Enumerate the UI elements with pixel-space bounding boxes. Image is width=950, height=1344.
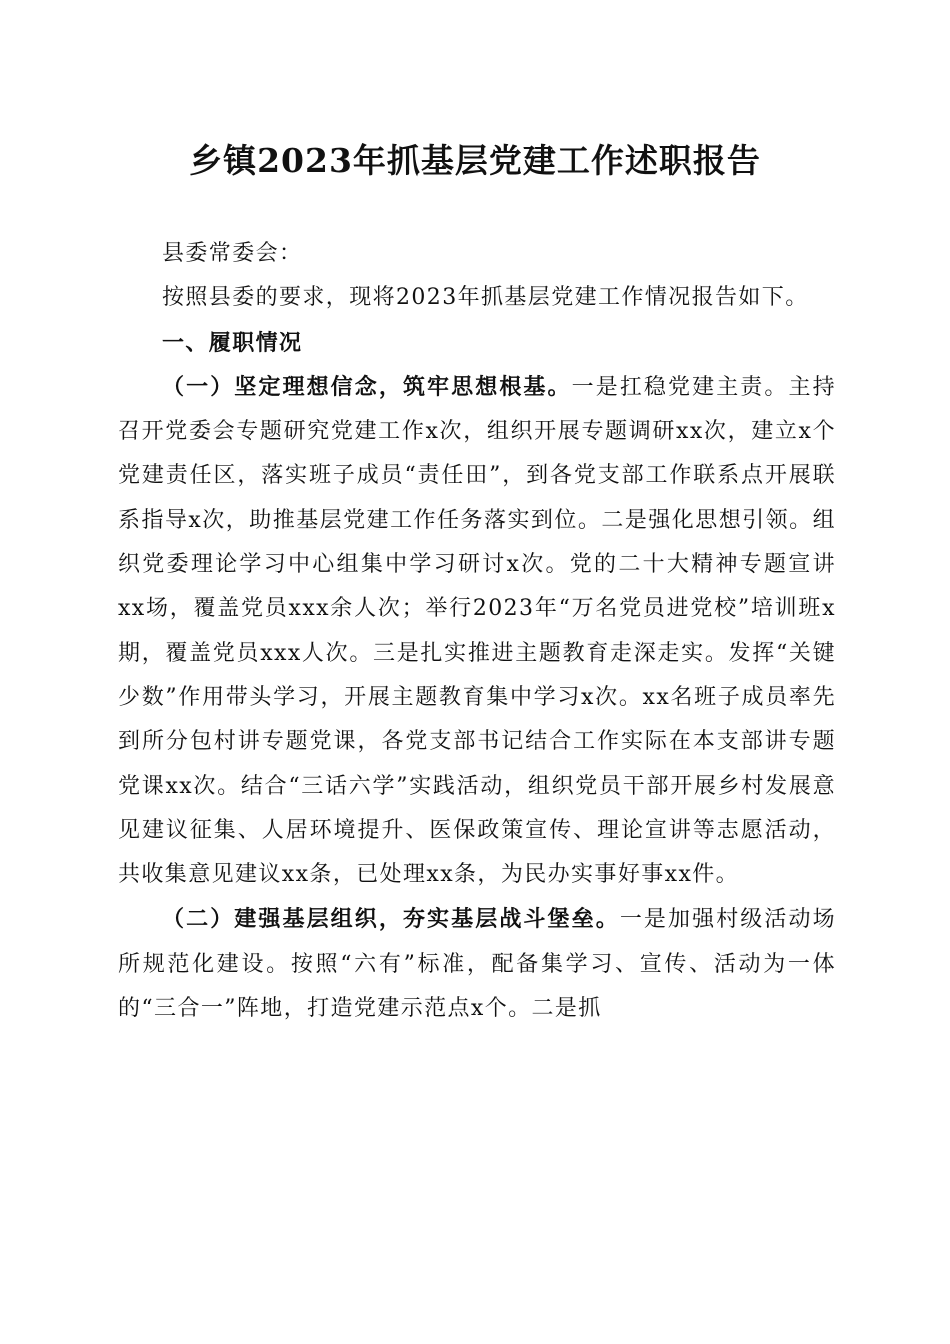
paragraph-sub2: [118, 897, 836, 1031]
intro-paragraph: 按照县委的要求，现将2023年抓基层党建工作情况报告如下。: [162, 285, 809, 311]
section-heading-1: 一、履职情况: [162, 329, 303, 356]
paragraph-sub1: [118, 365, 836, 898]
salutation: 县委常委会：: [162, 241, 303, 266]
sub2-heading: （二）建强基层组织，夯实基层战斗堡垒。: [162, 906, 620, 933]
sub1-heading: （一）坚定理想信念，筑牢思想根基。: [162, 373, 572, 400]
sub2-body: 一是加强村级活动场所规范化建设。按照“六有”标准，配备集学习、宣传、活动为一体的“三合一”阵地，打造党建示范点x个。二是抓: [118, 907, 836, 1022]
document-body: [118, 232, 836, 1031]
sub1-body: 一是扛稳党建主责。主持召开党委会专题研究党建工作x次，组织开展专题调研xx次，建立x个党建责任区，落实班子成员“责任田”，到各党支部工作联系点开展联系指导x次，助推基层党建工作任务落实到位。二是强化思想引领。组织党委理论学习中心组集中学习研讨x次。党的二十大精神专题宣讲xx场，覆盖党员xxx余人次；举行2023年“万名党员进党校”培训班x期，覆盖党员xxx人次。三是扎实推进主题教育走深走实。发挥“关键少数”作用带头学习，开展主题教育集中学习x次。xx名班子成员率先到所分包村讲专题党课，各党支部书记结合工作实际在本支部讲专题党课xx次。结合“三话六学”实践活动，组织党员干部开展乡村发展意见建议征集、人居环境提升、医保政策宣传、理论宣讲等志愿活动，共收集意见建议xx条，已处理xx条，为民办实事好事xx件。: [118, 374, 836, 888]
document-title: 乡镇2023年抓基层党建工作述职报告: [189, 141, 761, 180]
